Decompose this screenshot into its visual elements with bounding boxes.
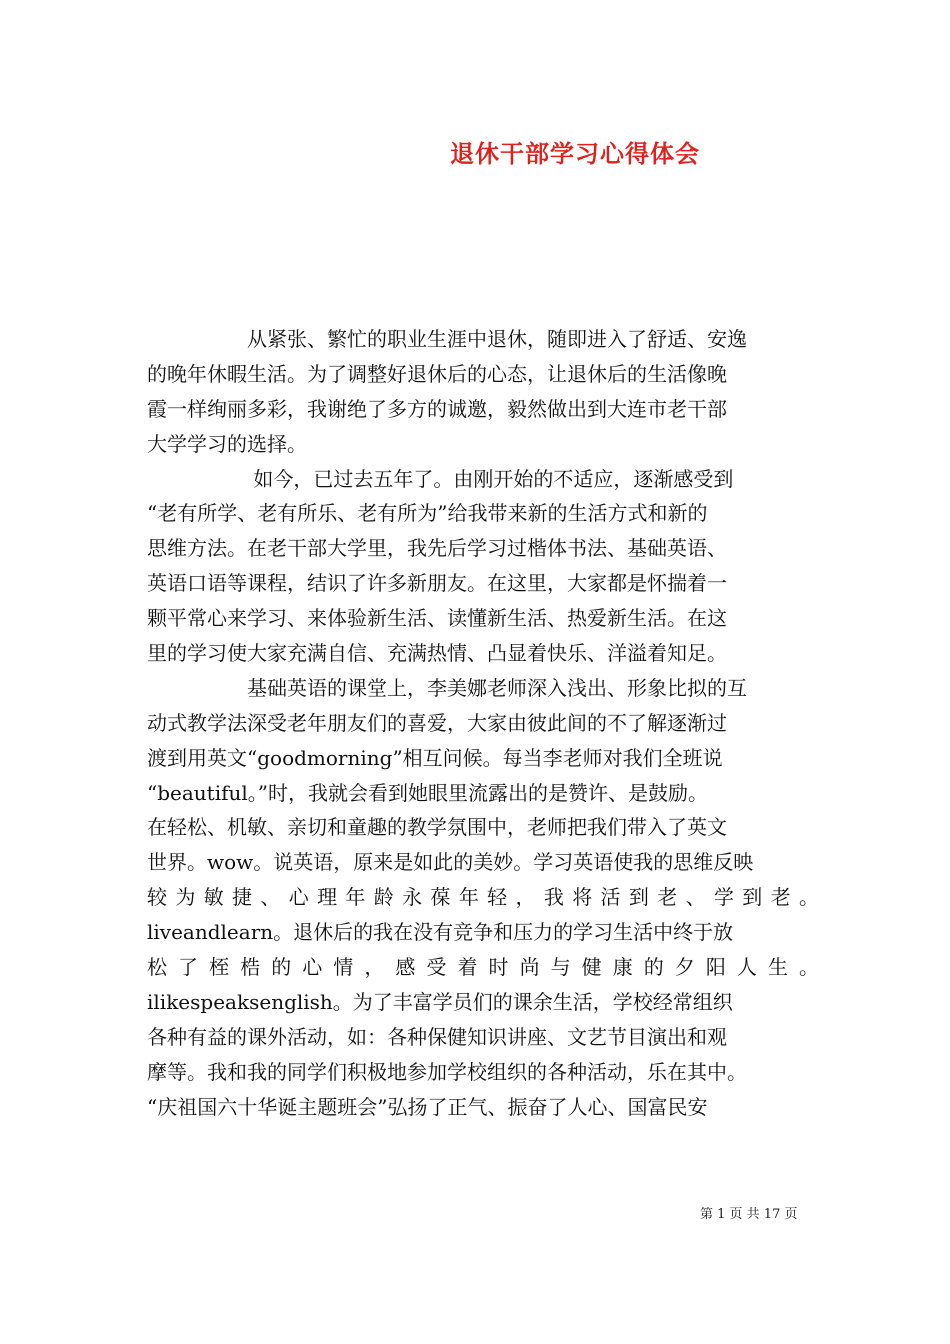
text-line: 各种有益的课外活动，如：各种保健知识讲座、文艺节目演出和观 [147, 1024, 727, 1049]
text-line: “庆祖国六十华诞主题班会”弘扬了正气、振奋了人心、国富民安 [147, 1094, 708, 1119]
text-line: 从紧张、繁忙的职业生涯中退休，随即进入了舒适、安逸 [147, 327, 747, 351]
text-line: 世界。wow。说英语，原来是如此的美妙。学习英语使我的思维反映 [147, 850, 754, 875]
document-title: 退休干部学习心得体会 [450, 139, 700, 168]
text-line: 的晚年休暇生活。为了调整好退休后的心态，让退休后的生活像晚 [147, 361, 727, 386]
text-line: 思维方法。在老干部大学里，我先后学习过楷体书法、基础英语、 [147, 536, 727, 561]
document-body [147, 322, 819, 1124]
text-line: 里的学习使大家充满自信、充满热情、凸显着快乐、洋溢着知足。 [147, 641, 727, 666]
text-line: “老有所学、老有所乐、老有所为”给我带来新的生活方式和新的 [147, 501, 708, 526]
text-line: “beautiful。”时，我就会看到她眼里流露出的是赞许、是鼓励。 [147, 780, 709, 805]
text-line: 较 为 敏 捷 、 心 理 年 龄 永 葆 年 轻 ， 我 将 活 到 老 、 学 到 老 。 [147, 885, 819, 910]
text-line: 摩等。我和我的同学们积极地参加学校组织的各种活动，乐在其中。 [147, 1059, 747, 1084]
text-line: 大学学习的选择。 [147, 431, 307, 456]
text-line: 英语口语等课程，结识了许多新朋友。在这里，大家都是怀揣着一 [147, 571, 727, 596]
page-number: 第 1 页 共 17 页 [700, 1207, 798, 1222]
text-line: 渡到用英文“goodmorning”相互问候。每当李老师对我们全班说 [147, 745, 723, 770]
text-line: 如今，已过去五年了。由刚开始的不适应，逐渐感受到 [147, 466, 734, 491]
text-line: 松 了 桎 梏 的 心 情 ， 感 受 着 时 尚 与 健 康 的 夕 阳 人 生 。 [147, 955, 819, 980]
text-line: liveandlearn。退休后的我在没有竞争和压力的学习生活中终于放 [147, 920, 734, 945]
text-line: 颗平常心来学习、来体验新生活、读懂新生活、热爱新生活。在这 [147, 606, 727, 631]
text-line: 基础英语的课堂上，李美娜老师深入浅出、形象比拟的互 [147, 675, 747, 700]
text-line: ilikespeaksenglish。为了丰富学员们的课余生活，学校经常组织 [147, 989, 733, 1014]
text-line: 动式教学法深受老年朋友们的喜爱，大家由彼此间的不了解逐渐过 [147, 710, 727, 735]
text-line: 在轻松、机敏、亲切和童趣的教学氛围中，老师把我们带入了英文 [147, 815, 727, 840]
text-line: 霞一样绚丽多彩，我谢绝了多方的诚邀，毅然做出到大连市老干部 [147, 396, 727, 421]
